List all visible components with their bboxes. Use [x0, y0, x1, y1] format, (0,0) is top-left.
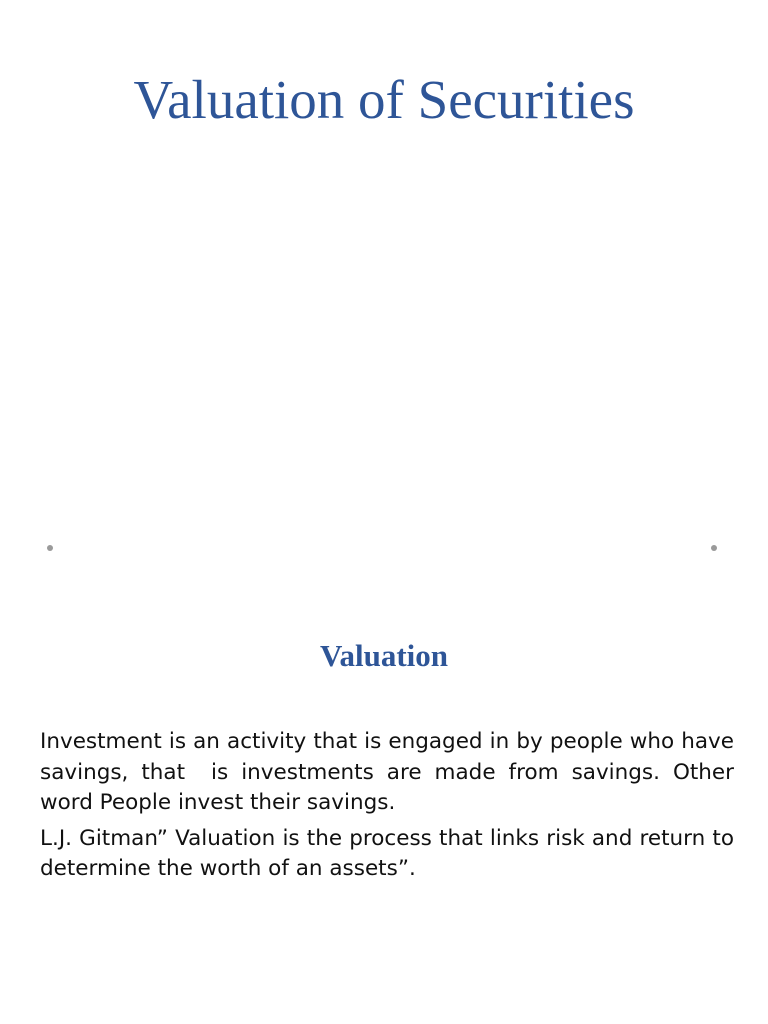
body-text	[40, 727, 741, 890]
paragraph-gitman-quote: L.J. Gitman” Valuation is the process that links risk and return to determine the worth of an assets”.	[40, 825, 741, 881]
paragraph-investment: Investment is an activity that is engaged in by people who have savings, that is investments are made from savings. Other word People invest their savings.	[40, 729, 741, 815]
bullet-dot-right	[711, 545, 717, 551]
page-title: Valuation of Securities	[133, 69, 635, 130]
bullet-dot-left	[47, 545, 53, 551]
section-heading: Valuation	[319, 638, 449, 673]
